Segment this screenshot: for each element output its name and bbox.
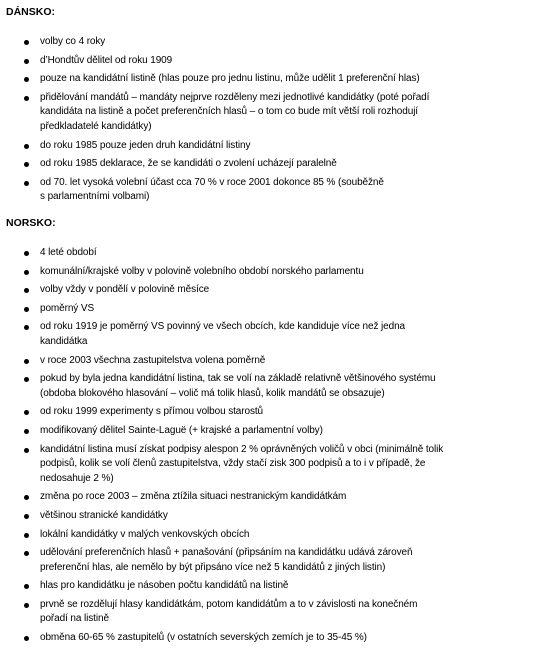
list-item <box>0 302 542 317</box>
bullet-icon <box>24 77 29 82</box>
list-item-text: obměna 60-65 % zastupitelů (v ostatních severských zemích je to 35-45 %) <box>40 632 367 644</box>
list-item-text: s parlamentními volbami) <box>40 191 150 203</box>
list-item <box>0 528 542 543</box>
list-item-text: prvně se rozdělují hlasy kandidátkám, potom kandidátům a to v závislosti na konečném <box>40 598 418 610</box>
bullet-icon <box>24 495 29 500</box>
bullet-icon <box>24 307 29 312</box>
section-heading-dansko: DÁNSKO: <box>6 6 55 18</box>
list-item <box>0 372 542 401</box>
bullet-icon <box>24 636 29 641</box>
bullet-icon <box>24 144 29 149</box>
list-item-text: volby vždy v pondělí v polovině měsíce <box>40 284 210 296</box>
list-item-text: v roce 2003 všechna zastupitelstva volena poměrně <box>40 354 266 366</box>
list-item <box>0 443 542 487</box>
section-heading-norsko: NORSKO: <box>6 217 56 229</box>
bullet-icon <box>24 410 29 415</box>
list-item-text: kandidátka <box>40 335 88 347</box>
list-item-text: od roku 1999 experimenty s přímou volbou starostů <box>40 406 264 418</box>
bullet-list-norsko <box>0 246 542 650</box>
bullet-icon <box>24 448 29 453</box>
bullet-icon <box>24 603 29 608</box>
list-item-text: pořadí na listině <box>40 613 109 625</box>
list-item-text: poměrný VS <box>40 302 95 314</box>
list-item-text: (obdoba blokového hlasování – volič má tolik hlasů, kolik mandátů se obsazuje) <box>40 387 385 399</box>
list-item <box>0 509 542 524</box>
list-item-text: přidělování mandátů – mandáty nejprve rozděleny mezi jednotlivé kandidátky (poté pořadí <box>40 91 430 103</box>
list-item <box>0 246 542 261</box>
bullet-list-dansko <box>0 35 542 209</box>
list-item <box>0 283 542 298</box>
list-item-text: od roku 1919 je poměrný VS povinný ve všech obcích, kde kandiduje více než jedna <box>40 321 406 333</box>
bullet-icon <box>24 96 29 101</box>
list-item-text: předkladatelé kandidátky) <box>40 120 152 132</box>
list-item <box>0 546 542 575</box>
list-item-text: většinou stranické kandidátky <box>40 509 168 521</box>
list-item-text: d’Hondtův dělitel od roku 1909 <box>40 54 173 66</box>
bullet-icon <box>24 584 29 589</box>
list-item <box>0 139 542 154</box>
list-item-text: udělování preferenčních hlasů + panašování (připsáním na kandidátku udává zároveň <box>40 547 413 559</box>
list-item-text: nedosahuje 2 %) <box>40 472 114 484</box>
list-item-text: lokální kandidátky v malých venkovských obcích <box>40 528 250 540</box>
list-item <box>0 320 542 349</box>
list-item-text: modifikovaný dělitel Sainte-Laguë (+ krajské a parlamentní volby) <box>40 424 323 436</box>
bullet-icon <box>24 181 29 186</box>
bullet-icon <box>24 251 29 256</box>
list-item-text: kandidátní listina musí získat podpisy alespon 2 % oprávněných voličů v obci (minimálně tolik <box>40 443 444 455</box>
list-item <box>0 91 542 135</box>
list-item <box>0 424 542 439</box>
list-item-text: hlas pro kandidátku je násoben počtu kandidátů na listině <box>40 580 289 592</box>
bullet-icon <box>24 325 29 330</box>
list-item-text: od 70. let vysoká volební účast cca 70 % v roce 2001 dokonce 85 % (souběžně <box>40 176 384 188</box>
list-item <box>0 72 542 87</box>
bullet-icon <box>24 288 29 293</box>
bullet-icon <box>24 377 29 382</box>
bullet-icon <box>24 551 29 556</box>
list-item <box>0 631 542 646</box>
bullet-icon <box>24 359 29 364</box>
bullet-icon <box>24 270 29 275</box>
list-item <box>0 598 542 627</box>
list-item <box>0 157 542 172</box>
list-item-text: do roku 1985 pouze jeden druh kandidátní listiny <box>40 139 251 151</box>
list-item <box>0 354 542 369</box>
list-item-text: preferenční hlas, ale nemělo by být připsáno více než 5 kandidátů z jiných listin) <box>40 561 386 573</box>
list-item-text: změna po roce 2003 – změna ztížila situaci nestranickým kandidátkám <box>40 491 347 503</box>
bullet-icon <box>24 533 29 538</box>
list-item-text: volby co 4 roky <box>40 36 106 47</box>
list-item-text: pokud by byla jedna kandidátní listina, tak se volí na základě relativně většinového systému <box>40 373 436 385</box>
list-item-text: pouze na kandidátní listině (hlas pouze pro jednu listinu, může udělit 1 preferenční hlas) <box>40 73 420 85</box>
list-item-text: kandidáta na listině a počet preferenčních hlasů – o tom co bude mít větší roli rozhodují <box>40 106 418 118</box>
bullet-icon <box>24 429 29 434</box>
bullet-icon <box>24 514 29 519</box>
list-item <box>0 35 542 50</box>
bullet-icon <box>24 59 29 64</box>
list-item <box>0 265 542 280</box>
list-item-text: od roku 1985 deklarace, že se kandidáti o zvolení ucházejí paralelně <box>40 158 337 170</box>
bullet-icon <box>24 40 29 45</box>
list-item <box>0 490 542 505</box>
list-item-text: podpisů, kolik se volí členů zastupitelstva, vždy stačí zisk 300 podpisů a to i v případě, že <box>40 458 426 470</box>
list-item <box>0 176 542 205</box>
list-item <box>0 579 542 594</box>
list-item-text: komunální/krajské volby v polovině volebního období norského parlamentu <box>40 265 364 277</box>
list-item <box>0 54 542 69</box>
list-item <box>0 405 542 420</box>
list-item-text: 4 leté období <box>40 247 97 258</box>
bullet-icon <box>24 162 29 167</box>
